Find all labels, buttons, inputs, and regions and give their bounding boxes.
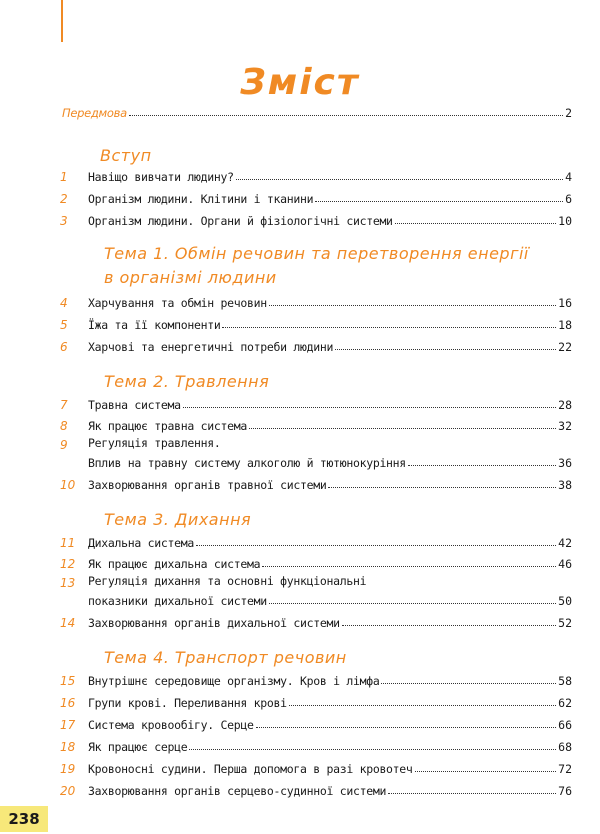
toc-entry-text: Захворювання органів травної системи — [88, 478, 327, 492]
toc-entry-text: Організм людини. Органи й фізіологічні системи — [88, 214, 393, 228]
toc-entry-text: Передмова — [62, 106, 127, 120]
toc-entry[interactable] — [62, 690, 572, 710]
dot-leader — [315, 201, 563, 202]
toc-entry-text: Як працює травна система — [88, 419, 247, 433]
toc-entry-page: 38 — [558, 478, 572, 492]
toc-entry[interactable] — [62, 778, 572, 798]
toc-entry[interactable] — [62, 413, 572, 433]
toc-entry-number: 19 — [60, 762, 76, 776]
toc-entry-text: Система кровообігу. Серце — [88, 718, 254, 732]
toc-entry-number: 8 — [60, 419, 68, 433]
toc-entry[interactable] — [62, 551, 572, 571]
toc-entry-text: Навіщо вивчати людину? — [88, 170, 234, 184]
toc-entry-page: 62 — [558, 696, 572, 710]
toc-entry-number: 4 — [60, 296, 68, 310]
section-heading-topic-1: Тема 1. Обмін речовин та перетворення енергії — [104, 244, 529, 263]
toc-entry[interactable] — [62, 186, 572, 206]
toc-entry-page: 68 — [558, 740, 572, 754]
toc-entry-page: 46 — [558, 557, 572, 571]
dot-leader — [256, 727, 557, 728]
dot-leader — [388, 793, 556, 794]
toc-entry[interactable] — [62, 164, 572, 184]
dot-leader — [289, 705, 556, 706]
dot-leader — [269, 603, 556, 604]
dot-leader — [408, 465, 556, 466]
dot-leader — [222, 327, 556, 328]
toc-entry-page: 42 — [558, 536, 572, 550]
page-number: 238 — [0, 806, 48, 832]
section-heading-topic-3: Тема 3. Дихання — [104, 510, 252, 529]
dot-leader — [381, 683, 556, 684]
toc-entry-text: Групи крові. Переливання крові — [88, 696, 287, 710]
toc-entry[interactable] — [62, 312, 572, 332]
toc-entry-page: 28 — [558, 398, 572, 412]
toc-entry-number: 6 — [60, 340, 68, 354]
toc-entry-text: Захворювання органів дихальної системи — [88, 616, 340, 630]
toc-entry[interactable] — [62, 392, 572, 412]
toc-entry-text: Їжа та її компоненти — [88, 318, 221, 332]
toc-entry-text-line1: Регуляція дихання та основні функціональні — [88, 574, 367, 588]
toc-entry-number: 16 — [60, 696, 76, 710]
toc-entry-text-line1: Регуляція травлення. — [88, 436, 221, 450]
toc-entry-text: Харчові та енергетичні потреби людини — [88, 340, 334, 354]
dot-leader — [395, 223, 556, 224]
toc-entry-number: 15 — [60, 674, 76, 688]
section-heading-topic-4: Тема 4. Транспорт речовин — [104, 648, 347, 667]
toc-entry-text: Харчування та обмін речовин — [88, 296, 267, 310]
dot-leader — [415, 771, 557, 772]
toc-entry[interactable] — [62, 208, 572, 228]
dot-leader — [189, 749, 556, 750]
toc-entry-text: Кровоносні судини. Перша допомога в разі кровотеч — [88, 762, 413, 776]
toc-entry-page: 52 — [558, 616, 572, 630]
toc-entry-page: 76 — [558, 784, 572, 798]
toc-entry-text: Дихальна система — [88, 536, 194, 550]
dot-leader — [196, 545, 556, 546]
toc-entry-number: 11 — [60, 536, 76, 550]
toc-entry-text: показники дихальної системи — [88, 594, 267, 608]
toc-entry-number: 18 — [60, 740, 76, 754]
toc-entry-page: 2 — [565, 106, 572, 120]
toc-entry-text: Внутрішнє середовище організму. Кров і лімфа — [88, 674, 380, 688]
toc-entry-page: 66 — [558, 718, 572, 732]
toc-entry-text: Організм людини. Клітини і тканини — [88, 192, 314, 206]
section-heading-topic-1-cont: в організмі людини — [104, 268, 277, 287]
toc-entry-number: 3 — [60, 214, 68, 228]
toc-entry-page: 4 — [565, 170, 572, 184]
dot-leader — [328, 487, 556, 488]
dot-leader — [269, 305, 556, 306]
toc-entry[interactable] — [62, 334, 572, 354]
toc-entry-page: 50 — [558, 594, 572, 608]
dot-leader — [342, 625, 556, 626]
toc-entry-preface[interactable] — [62, 100, 572, 120]
toc-entry[interactable] — [62, 756, 572, 776]
toc-entry-page: 36 — [558, 456, 572, 470]
toc-entry-number: 20 — [60, 784, 76, 798]
toc-entry-number: 1 — [60, 170, 68, 184]
toc-entry[interactable] — [62, 530, 572, 550]
toc-entry-page: 22 — [558, 340, 572, 354]
dot-leader — [249, 428, 556, 429]
dot-leader — [262, 566, 556, 567]
toc-entry-page: 16 — [558, 296, 572, 310]
toc-entry[interactable] — [62, 712, 572, 732]
toc-entry-page: 72 — [558, 762, 572, 776]
toc-entry[interactable] — [62, 610, 572, 630]
toc-entry[interactable] — [62, 472, 572, 492]
toc-entry-page: 10 — [558, 214, 572, 228]
toc-entry[interactable] — [62, 668, 572, 688]
dot-leader — [129, 115, 563, 116]
toc-entry-page: 32 — [558, 419, 572, 433]
toc-entry-number: 5 — [60, 318, 68, 332]
toc-entry-page: 6 — [565, 192, 572, 206]
toc-entry[interactable] — [62, 734, 572, 754]
section-heading-intro: Вступ — [100, 146, 152, 165]
toc-entry-number: 10 — [60, 478, 76, 492]
toc-entry-text: Захворювання органів серцево-судинної системи — [88, 784, 387, 798]
dot-leader — [236, 179, 563, 180]
toc-entry-number: 17 — [60, 718, 76, 732]
toc-entry-number: 12 — [60, 557, 76, 571]
page-rule — [61, 0, 63, 42]
toc-entry-number: 13 — [60, 576, 76, 590]
dot-leader — [183, 407, 556, 408]
toc-entry-text: Вплив на травну систему алкоголю й тютюнокуріння — [88, 456, 406, 470]
toc-entry-number: 2 — [60, 192, 68, 206]
toc-entry-page: 18 — [558, 318, 572, 332]
section-heading-topic-2: Тема 2. Травлення — [104, 372, 270, 391]
toc-entry[interactable] — [62, 290, 572, 310]
dot-leader — [335, 349, 556, 350]
page-title: Зміст — [240, 62, 360, 103]
toc-entry-text: Як працює дихальна система — [88, 557, 261, 571]
toc-entry-number: 7 — [60, 398, 68, 412]
toc-entry-text: Травна система — [88, 398, 181, 412]
toc-entry-page: 58 — [558, 674, 572, 688]
toc-entry-number: 14 — [60, 616, 76, 630]
toc-entry-text: Як працює серце — [88, 740, 188, 754]
toc-entry-number: 9 — [60, 438, 68, 452]
